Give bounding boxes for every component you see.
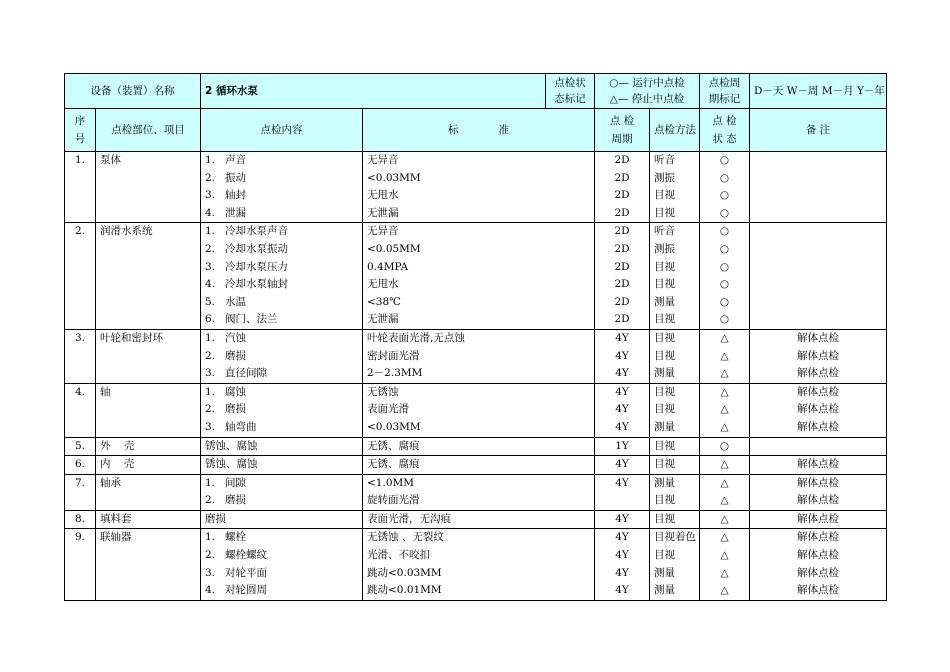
row-standard: 0.4MPA [363,259,595,277]
row-remark: 解体点检 [750,348,887,366]
row-method: 听音 [650,223,700,241]
row-part: 填料套 [96,510,201,529]
row-part [96,401,201,419]
row-content: 磨损 [201,510,363,529]
row-state: ○ [700,437,750,456]
row-cycle: 4Y [595,565,650,583]
table-row [65,474,887,492]
row-cycle: 4Y [595,529,650,547]
col-content: 点检内容 [201,109,363,152]
row-method: 测量 [650,365,700,383]
row-remark [750,259,887,277]
row-standard: 旋转面光滑 [363,492,595,510]
row-method: 目视 [650,510,700,529]
row-state: △ [700,474,750,492]
row-number [65,419,96,437]
row-method: 测量 [650,419,700,437]
table-body [65,152,887,601]
row-part [96,348,201,366]
table-row [65,510,887,529]
row-standard: 跳动<0.01MM [363,582,595,600]
row-standard: <38℃ [363,294,595,312]
row-remark: 解体点检 [750,582,887,600]
table-row [65,294,887,312]
row-part: 叶轮和密封环 [96,329,201,347]
row-state: △ [700,565,750,583]
row-content: 2. 螺栓螺纹 [201,547,363,565]
table-row [65,152,887,170]
row-number [65,311,96,329]
row-number [65,582,96,600]
row-state: △ [700,401,750,419]
row-number [65,205,96,223]
row-content: 1. 腐蚀 [201,383,363,401]
row-part [96,582,201,600]
row-part [96,365,201,383]
row-content: 3. 冷却水泵压力 [201,259,363,277]
row-remark: 解体点检 [750,492,887,510]
row-remark [750,437,887,456]
row-content: 2. 冷却水泵振动 [201,241,363,259]
row-remark [750,276,887,294]
row-cycle: 2D [595,241,650,259]
row-method: 测量 [650,294,700,312]
row-cycle: 2D [595,311,650,329]
row-part: 润滑水系统 [96,223,201,241]
row-state: ○ [700,205,750,223]
row-content: 1. 螺栓 [201,529,363,547]
row-state: △ [700,492,750,510]
row-standard: <0.05MM [363,241,595,259]
row-remark [750,205,887,223]
table-row [65,365,887,383]
row-standard: 无异音 [363,152,595,170]
cycle-legend: D－天 W－周 M－月 Y－年 [750,74,887,109]
row-part [96,187,201,205]
row-part [96,419,201,437]
table-row [65,329,887,347]
row-content: 1. 声音 [201,152,363,170]
row-cycle: 4Y [595,456,650,475]
row-state: △ [700,547,750,565]
row-state: △ [700,582,750,600]
row-cycle: 4Y [595,582,650,600]
row-method: 测振 [650,241,700,259]
row-standard: 无泄漏 [363,311,595,329]
row-state: △ [700,510,750,529]
table-row [65,170,887,188]
table-row [65,187,887,205]
row-part: 轴 [96,383,201,401]
row-state: ○ [700,187,750,205]
table-row [65,547,887,565]
row-state: ○ [700,259,750,277]
table-row [65,492,887,510]
row-part: 联轴器 [96,529,201,547]
row-content: 1. 间隙 [201,474,363,492]
row-content: 锈蚀、腐蚀 [201,437,363,456]
row-remark: 解体点检 [750,474,887,492]
row-state: ○ [700,152,750,170]
row-part: 内 壳 [96,456,201,475]
row-number: 9. [65,529,96,547]
inspection-table [64,73,887,601]
row-cycle: 2D [595,276,650,294]
table-row [65,311,887,329]
row-state: △ [700,529,750,547]
row-cycle: 2D [595,152,650,170]
row-method: 目视 [650,329,700,347]
row-part [96,276,201,294]
row-number [65,492,96,510]
row-cycle: 2D [595,223,650,241]
col-seq: 序 号 [65,109,96,152]
row-standard: 无锈、腐痕 [363,437,595,456]
row-method: 目视 [650,492,700,510]
table-row [65,205,887,223]
row-remark [750,152,887,170]
row-standard: 无锈蚀 、无裂纹 [363,529,595,547]
row-remark [750,294,887,312]
row-standard: 无锈蚀 [363,383,595,401]
row-remark: 解体点检 [750,329,887,347]
row-remark: 解体点检 [750,547,887,565]
cycle-mark-label: 点检周 期标记 [700,74,750,109]
row-method: 测量 [650,565,700,583]
table-row [65,259,887,277]
row-part [96,170,201,188]
table-row [65,223,887,241]
row-state: △ [700,419,750,437]
row-content: 4. 冷却水泵轴封 [201,276,363,294]
row-standard: 无甩水 [363,187,595,205]
row-number [65,547,96,565]
table-row [65,348,887,366]
table-row [65,276,887,294]
equipment-name: 2 循环水泵 [201,74,546,109]
row-remark: 解体点检 [750,383,887,401]
row-content: 锈蚀、腐蚀 [201,456,363,475]
row-content: 2. 振动 [201,170,363,188]
col-remark: 备 注 [750,109,887,152]
row-state: ○ [700,170,750,188]
row-remark: 解体点检 [750,419,887,437]
row-number [65,187,96,205]
row-method: 测量 [650,582,700,600]
row-method: 目视 [650,259,700,277]
row-standard: 密封面光滑 [363,348,595,366]
row-state: △ [700,456,750,475]
table-row [65,383,887,401]
row-state: ○ [700,241,750,259]
row-cycle: 4Y [595,510,650,529]
row-content: 2. 磨损 [201,492,363,510]
row-cycle: 4Y [595,419,650,437]
row-remark: 解体点检 [750,565,887,583]
row-content: 1. 汽蚀 [201,329,363,347]
row-number: 1. [65,152,96,170]
row-method: 目视着色 [650,529,700,547]
row-standard: 无锈、腐痕 [363,456,595,475]
row-standard: 光滑、不咬扣 [363,547,595,565]
table-row [65,241,887,259]
table-row [65,419,887,437]
row-number: 7. [65,474,96,492]
row-remark: 解体点检 [750,365,887,383]
col-part: 点检部位、项目 [96,109,201,152]
row-number: 2. [65,223,96,241]
row-remark: 解体点检 [750,510,887,529]
row-part [96,241,201,259]
row-part [96,294,201,312]
row-state: ○ [700,276,750,294]
row-standard: 2－2.3MM [363,365,595,383]
row-number [65,348,96,366]
row-content: 1. 冷却水泵声音 [201,223,363,241]
row-part: 外 壳 [96,437,201,456]
equipment-label: 设备（装置）名称 [65,74,201,109]
table-row [65,565,887,583]
row-method: 目视 [650,276,700,294]
row-number [65,365,96,383]
status-legend: ○— 运行中点检 △— 停止中点检 [595,74,700,109]
row-number: 6. [65,456,96,475]
row-part [96,565,201,583]
column-header-row [65,109,887,152]
row-content: 2. 磨损 [201,348,363,366]
row-remark: 解体点检 [750,401,887,419]
row-remark [750,311,887,329]
row-content: 5. 水温 [201,294,363,312]
col-state: 点 检 状 态 [700,109,750,152]
row-cycle [595,492,650,510]
row-content: 2. 磨损 [201,401,363,419]
row-cycle: 2D [595,205,650,223]
row-standard: 无异音 [363,223,595,241]
row-state: △ [700,383,750,401]
row-part: 轴承 [96,474,201,492]
header-row [65,74,887,109]
row-standard: 跳动<0.03MM [363,565,595,583]
row-method: 目视 [650,187,700,205]
row-remark [750,170,887,188]
row-cycle: 4Y [595,547,650,565]
row-method: 测量 [650,474,700,492]
row-state: △ [700,348,750,366]
row-number [65,565,96,583]
row-standard: <0.03MM [363,419,595,437]
row-state: ○ [700,311,750,329]
row-content: 3. 直径间隙 [201,365,363,383]
row-method: 目视 [650,311,700,329]
row-number [65,294,96,312]
row-number [65,401,96,419]
row-standard: 表面光滑，无沟痕 [363,510,595,529]
row-standard: 无泄漏 [363,205,595,223]
row-part [96,547,201,565]
row-part [96,205,201,223]
col-standard: 标 准 [363,109,595,152]
row-cycle: 2D [595,170,650,188]
row-part [96,259,201,277]
row-cycle: 2D [595,259,650,277]
col-cycle: 点 检 周期 [595,109,650,152]
row-cycle: 2D [595,294,650,312]
row-cycle: 4Y [595,348,650,366]
row-content: 4. 对轮圆周 [201,582,363,600]
row-content: 3. 轴弯曲 [201,419,363,437]
row-part [96,311,201,329]
row-standard: 叶轮表面光滑,无点蚀 [363,329,595,347]
row-method: 测振 [650,170,700,188]
status-mark-label: 点检状 态标记 [546,74,595,109]
row-standard: 无甩水 [363,276,595,294]
row-standard: 表面光滑 [363,401,595,419]
row-content: 3. 对轮平面 [201,565,363,583]
row-cycle: 4Y [595,474,650,492]
table-row [65,582,887,600]
row-number [65,241,96,259]
row-remark [750,187,887,205]
row-content: 4. 泄漏 [201,205,363,223]
row-method: 听音 [650,152,700,170]
row-number: 8. [65,510,96,529]
row-standard: <1.0MM [363,474,595,492]
row-remark: 解体点检 [750,456,887,475]
row-method: 目视 [650,401,700,419]
row-remark [750,241,887,259]
row-cycle: 1Y [595,437,650,456]
row-cycle: 4Y [595,329,650,347]
row-method: 目视 [650,205,700,223]
row-remark [750,223,887,241]
row-part [96,492,201,510]
table-row [65,529,887,547]
row-method: 目视 [650,547,700,565]
row-number: 4. [65,383,96,401]
row-content: 3. 轴封 [201,187,363,205]
row-method: 目视 [650,348,700,366]
table-row [65,401,887,419]
row-method: 目视 [650,456,700,475]
table-row [65,456,887,475]
row-state: ○ [700,223,750,241]
row-number [65,259,96,277]
row-state: △ [700,329,750,347]
table-row [65,437,887,456]
row-state: ○ [700,294,750,312]
row-number: 3. [65,329,96,347]
row-remark: 解体点检 [750,529,887,547]
row-cycle: 4Y [595,365,650,383]
row-part: 泵体 [96,152,201,170]
row-state: △ [700,365,750,383]
row-cycle: 4Y [595,383,650,401]
row-number [65,170,96,188]
row-number [65,276,96,294]
row-content: 6. 阀门、法兰 [201,311,363,329]
row-cycle: 2D [595,187,650,205]
row-cycle: 4Y [595,401,650,419]
row-method: 目视 [650,437,700,456]
row-method: 目视 [650,383,700,401]
col-method: 点检方法 [650,109,700,152]
row-number: 5. [65,437,96,456]
row-standard: <0.03MM [363,170,595,188]
